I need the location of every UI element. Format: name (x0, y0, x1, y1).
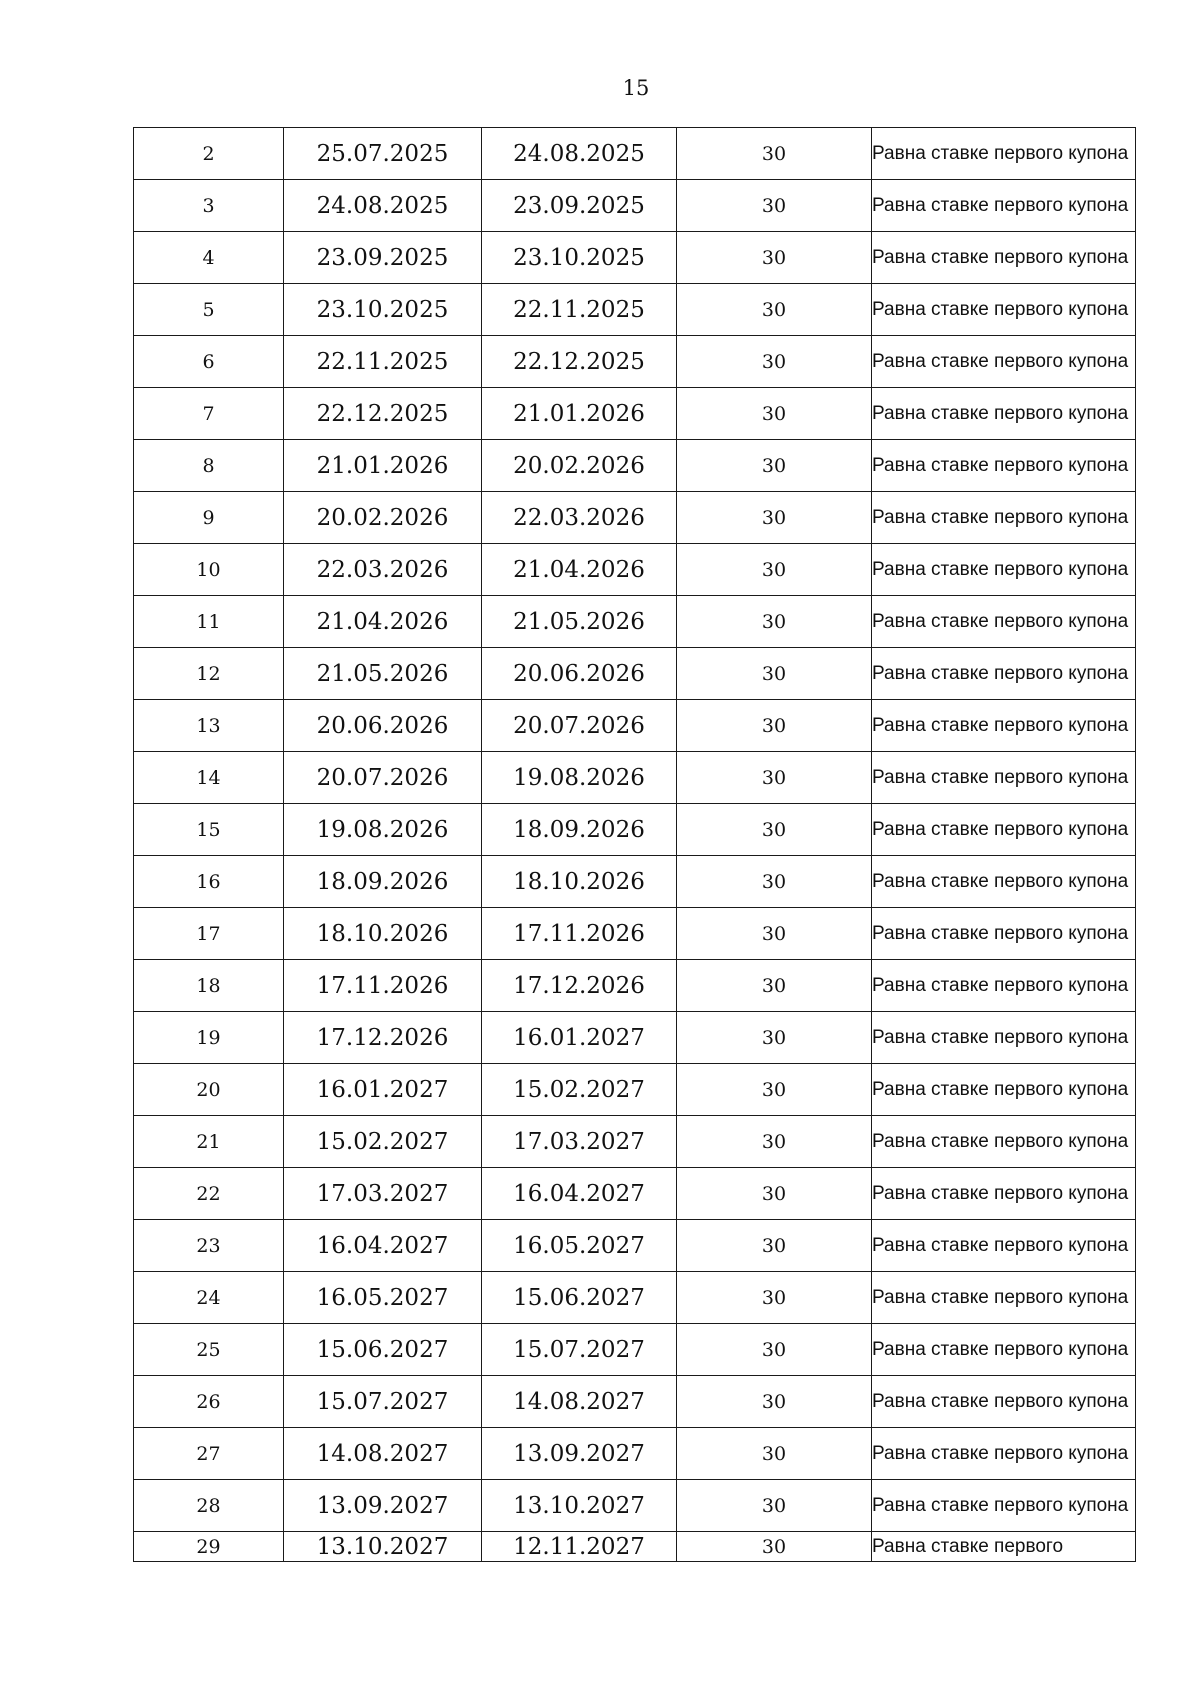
period-days-cell: 30 (677, 1220, 872, 1272)
table-row (134, 1324, 1136, 1376)
coupon-rate-cell (872, 1272, 1136, 1324)
period-end-date-cell: 13.09.2027 (482, 1428, 677, 1480)
coupon-rate-cell (872, 180, 1136, 232)
table-row (134, 700, 1136, 752)
table-row (134, 1428, 1136, 1480)
table-row (134, 596, 1136, 648)
period-start-date-cell: 15.07.2027 (284, 1376, 482, 1428)
coupon-rate-cell (872, 1064, 1136, 1116)
coupon-rate-cell (872, 856, 1136, 908)
coupon-rate-cell (872, 908, 1136, 960)
table-row (134, 1168, 1136, 1220)
coupon-number-cell: 5 (134, 284, 284, 336)
coupon-number-cell: 10 (134, 544, 284, 596)
period-days-cell: 30 (677, 544, 872, 596)
period-end-date-cell: 21.04.2026 (482, 544, 677, 596)
period-end-date-cell: 22.12.2025 (482, 336, 677, 388)
period-start-date-cell: 19.08.2026 (284, 804, 482, 856)
period-end-date-cell: 20.07.2026 (482, 700, 677, 752)
period-days-cell: 30 (677, 128, 872, 180)
coupon-number-cell: 20 (134, 1064, 284, 1116)
coupon-rate-text: Равна ставке первого купона (872, 923, 1129, 944)
coupon-rate-text: Равна ставке первого купона (872, 403, 1129, 424)
period-days-cell: 30 (677, 1532, 872, 1562)
coupon-number-cell: 22 (134, 1168, 284, 1220)
coupon-rate-text: Равна ставке первого купона (872, 1027, 1129, 1048)
period-end-date-cell: 16.05.2027 (482, 1220, 677, 1272)
coupon-number-cell: 21 (134, 1116, 284, 1168)
period-end-date-cell: 23.09.2025 (482, 180, 677, 232)
table-row (134, 804, 1136, 856)
period-start-date-cell: 23.10.2025 (284, 284, 482, 336)
table-row (134, 648, 1136, 700)
period-end-date-cell: 22.11.2025 (482, 284, 677, 336)
period-end-date-cell: 18.10.2026 (482, 856, 677, 908)
period-start-date-cell: 21.01.2026 (284, 440, 482, 492)
period-end-date-cell: 13.10.2027 (482, 1480, 677, 1532)
period-end-date-cell: 17.11.2026 (482, 908, 677, 960)
period-end-date-cell: 15.07.2027 (482, 1324, 677, 1376)
coupon-number-cell: 7 (134, 388, 284, 440)
period-start-date-cell: 17.11.2026 (284, 960, 482, 1012)
coupon-rate-text: Равна ставке первого купона (872, 1183, 1129, 1204)
table-row (134, 1220, 1136, 1272)
table-row (134, 232, 1136, 284)
coupon-rate-text: Равна ставке первого купона (872, 1079, 1129, 1100)
coupon-number-cell: 4 (134, 232, 284, 284)
period-end-date-cell: 23.10.2025 (482, 232, 677, 284)
period-end-date-cell: 22.03.2026 (482, 492, 677, 544)
table-row (134, 960, 1136, 1012)
coupon-rate-text: Равна ставке первого купона (872, 1443, 1129, 1464)
period-end-date-cell: 18.09.2026 (482, 804, 677, 856)
period-days-cell: 30 (677, 908, 872, 960)
table-row (134, 1376, 1136, 1428)
coupon-rate-cell (872, 336, 1136, 388)
coupon-rate-cell (872, 752, 1136, 804)
table-row (134, 1272, 1136, 1324)
period-end-date-cell: 15.06.2027 (482, 1272, 677, 1324)
coupon-number-cell: 15 (134, 804, 284, 856)
period-days-cell: 30 (677, 960, 872, 1012)
coupon-rate-text: Равна ставке первого купона (872, 819, 1129, 840)
period-days-cell: 30 (677, 596, 872, 648)
coupon-rate-text: Равна ставке первого купона (872, 1339, 1129, 1360)
table-row (134, 1116, 1136, 1168)
period-days-cell: 30 (677, 1376, 872, 1428)
table-row (134, 440, 1136, 492)
coupon-number-cell: 13 (134, 700, 284, 752)
period-start-date-cell: 15.06.2027 (284, 1324, 482, 1376)
period-end-date-cell: 15.02.2027 (482, 1064, 677, 1116)
period-days-cell: 30 (677, 1116, 872, 1168)
period-start-date-cell: 20.02.2026 (284, 492, 482, 544)
table-row (134, 336, 1136, 388)
coupon-rate-text: Равна ставке первого (872, 1536, 1064, 1557)
period-start-date-cell: 22.12.2025 (284, 388, 482, 440)
period-start-date-cell: 20.07.2026 (284, 752, 482, 804)
coupon-number-cell: 9 (134, 492, 284, 544)
page-number: 15 (622, 76, 650, 100)
coupon-rate-text: Равна ставке первого купона (872, 1235, 1129, 1256)
coupon-rate-cell (872, 388, 1136, 440)
coupon-rate-cell (872, 648, 1136, 700)
period-start-date-cell: 25.07.2025 (284, 128, 482, 180)
period-days-cell: 30 (677, 388, 872, 440)
coupon-number-cell: 24 (134, 1272, 284, 1324)
period-end-date-cell: 17.12.2026 (482, 960, 677, 1012)
coupon-rate-cell (872, 1116, 1136, 1168)
coupon-number-cell: 25 (134, 1324, 284, 1376)
period-days-cell: 30 (677, 856, 872, 908)
coupon-number-cell: 12 (134, 648, 284, 700)
coupon-rate-text: Равна ставке первого купона (872, 1287, 1129, 1308)
table-row (134, 856, 1136, 908)
coupon-rate-text: Равна ставке первого купона (872, 507, 1129, 528)
table-row (134, 908, 1136, 960)
coupon-number-cell: 3 (134, 180, 284, 232)
period-start-date-cell: 20.06.2026 (284, 700, 482, 752)
period-days-cell: 30 (677, 232, 872, 284)
period-days-cell: 30 (677, 1168, 872, 1220)
period-days-cell: 30 (677, 648, 872, 700)
period-end-date-cell: 20.02.2026 (482, 440, 677, 492)
period-end-date-cell: 24.08.2025 (482, 128, 677, 180)
period-days-cell: 30 (677, 1272, 872, 1324)
coupon-rate-text: Равна ставке первого купона (872, 767, 1129, 788)
coupon-number-cell: 19 (134, 1012, 284, 1064)
table-row (134, 128, 1136, 180)
period-end-date-cell: 16.04.2027 (482, 1168, 677, 1220)
coupon-number-cell: 14 (134, 752, 284, 804)
coupon-number-cell: 8 (134, 440, 284, 492)
coupon-rate-cell (872, 1168, 1136, 1220)
period-days-cell: 30 (677, 1064, 872, 1116)
coupon-rate-cell (872, 1220, 1136, 1272)
period-start-date-cell: 17.03.2027 (284, 1168, 482, 1220)
table-row (134, 1012, 1136, 1064)
table-row (134, 284, 1136, 336)
period-days-cell: 30 (677, 284, 872, 336)
coupon-rate-cell (872, 1532, 1136, 1562)
coupon-number-cell: 6 (134, 336, 284, 388)
table-row (134, 388, 1136, 440)
coupon-rate-cell (872, 440, 1136, 492)
period-days-cell: 30 (677, 440, 872, 492)
period-days-cell: 30 (677, 336, 872, 388)
coupon-rate-cell (872, 232, 1136, 284)
coupon-rate-cell (872, 1012, 1136, 1064)
coupon-rate-text: Равна ставке первого купона (872, 663, 1129, 684)
period-days-cell: 30 (677, 1012, 872, 1064)
period-end-date-cell: 21.05.2026 (482, 596, 677, 648)
period-start-date-cell: 22.03.2026 (284, 544, 482, 596)
period-days-cell: 30 (677, 1428, 872, 1480)
period-end-date-cell: 21.01.2026 (482, 388, 677, 440)
coupon-number-cell: 26 (134, 1376, 284, 1428)
period-days-cell: 30 (677, 1480, 872, 1532)
period-start-date-cell: 21.04.2026 (284, 596, 482, 648)
coupon-rate-text: Равна ставке первого купона (872, 143, 1129, 164)
coupon-rate-text: Равна ставке первого купона (872, 1495, 1129, 1516)
period-start-date-cell: 17.12.2026 (284, 1012, 482, 1064)
table-row (134, 180, 1136, 232)
coupon-rate-cell (872, 128, 1136, 180)
period-end-date-cell: 16.01.2027 (482, 1012, 677, 1064)
period-start-date-cell: 16.05.2027 (284, 1272, 482, 1324)
period-end-date-cell: 20.06.2026 (482, 648, 677, 700)
coupon-rate-text: Равна ставке первого купона (872, 715, 1129, 736)
period-end-date-cell: 17.03.2027 (482, 1116, 677, 1168)
coupon-number-cell: 17 (134, 908, 284, 960)
coupon-number-cell: 18 (134, 960, 284, 1012)
period-start-date-cell: 14.08.2027 (284, 1428, 482, 1480)
coupon-number-cell: 2 (134, 128, 284, 180)
period-start-date-cell: 23.09.2025 (284, 232, 482, 284)
table-row (134, 1532, 1136, 1562)
period-start-date-cell: 22.11.2025 (284, 336, 482, 388)
table-row (134, 752, 1136, 804)
coupon-rate-text: Равна ставке первого купона (872, 299, 1129, 320)
coupon-rate-cell (872, 596, 1136, 648)
period-days-cell: 30 (677, 492, 872, 544)
period-days-cell: 30 (677, 1324, 872, 1376)
coupon-rate-cell (872, 1376, 1136, 1428)
period-start-date-cell: 13.09.2027 (284, 1480, 482, 1532)
coupon-table (133, 127, 1136, 1562)
period-end-date-cell: 12.11.2027 (482, 1532, 677, 1562)
coupon-table-body (134, 128, 1136, 1562)
period-end-date-cell: 14.08.2027 (482, 1376, 677, 1428)
period-days-cell: 30 (677, 700, 872, 752)
coupon-rate-text: Равна ставке первого купона (872, 1131, 1129, 1152)
coupon-rate-text: Равна ставке первого купона (872, 1391, 1129, 1412)
table-row (134, 544, 1136, 596)
period-start-date-cell: 24.08.2025 (284, 180, 482, 232)
table-row (134, 1064, 1136, 1116)
coupon-rate-text: Равна ставке первого купона (872, 975, 1129, 996)
coupon-number-cell: 27 (134, 1428, 284, 1480)
table-row (134, 1480, 1136, 1532)
coupon-rate-cell (872, 804, 1136, 856)
coupon-rate-text: Равна ставке первого купона (872, 611, 1129, 632)
coupon-rate-cell (872, 1324, 1136, 1376)
period-start-date-cell: 18.09.2026 (284, 856, 482, 908)
coupon-rate-cell (872, 1480, 1136, 1532)
coupon-rate-text: Равна ставке первого купона (872, 351, 1129, 372)
period-start-date-cell: 21.05.2026 (284, 648, 482, 700)
coupon-number-cell: 16 (134, 856, 284, 908)
coupon-rate-text: Равна ставке первого купона (872, 455, 1129, 476)
coupon-number-cell: 29 (134, 1532, 284, 1562)
coupon-schedule (133, 127, 1136, 1562)
period-start-date-cell: 15.02.2027 (284, 1116, 482, 1168)
period-days-cell: 30 (677, 180, 872, 232)
period-start-date-cell: 18.10.2026 (284, 908, 482, 960)
period-days-cell: 30 (677, 804, 872, 856)
coupon-rate-text: Равна ставке первого купона (872, 871, 1129, 892)
period-start-date-cell: 13.10.2027 (284, 1532, 482, 1562)
coupon-rate-cell (872, 700, 1136, 752)
coupon-number-cell: 23 (134, 1220, 284, 1272)
coupon-rate-text: Равна ставке первого купона (872, 195, 1129, 216)
coupon-rate-cell (872, 1428, 1136, 1480)
table-row (134, 492, 1136, 544)
coupon-number-cell: 28 (134, 1480, 284, 1532)
coupon-rate-cell (872, 544, 1136, 596)
coupon-rate-text: Равна ставке первого купона (872, 247, 1129, 268)
period-start-date-cell: 16.01.2027 (284, 1064, 482, 1116)
coupon-rate-cell (872, 284, 1136, 336)
coupon-rate-cell (872, 960, 1136, 1012)
period-start-date-cell: 16.04.2027 (284, 1220, 482, 1272)
period-days-cell: 30 (677, 752, 872, 804)
period-end-date-cell: 19.08.2026 (482, 752, 677, 804)
coupon-rate-text: Равна ставке первого купона (872, 559, 1129, 580)
coupon-number-cell: 11 (134, 596, 284, 648)
coupon-rate-cell (872, 492, 1136, 544)
